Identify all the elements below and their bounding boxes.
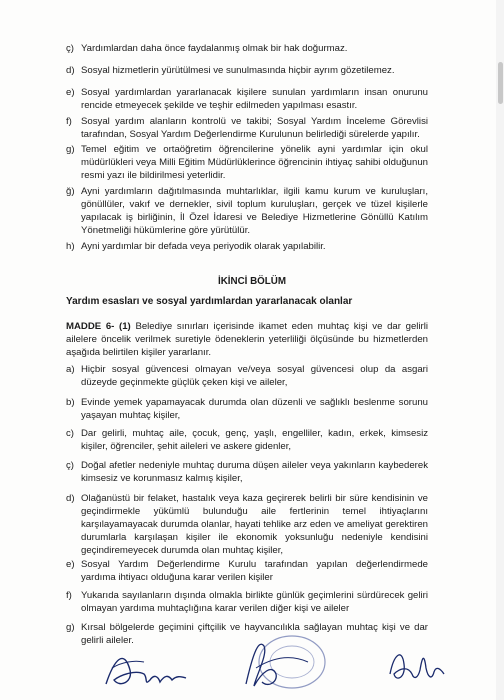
list-item	[66, 42, 428, 55]
list-marker: ğ)	[66, 186, 75, 197]
list-marker: h)	[66, 241, 75, 252]
list-text: Dar gelirli, muhtaç aile, çocuk, genç, yaşlı, engelliler, kadın, erkek, kimsesiz kişiler, öğrenciler, şehit aileleri ve askere gidenler,	[81, 428, 428, 452]
list-item	[66, 185, 428, 237]
list-marker: a)	[66, 364, 75, 375]
list-item	[66, 363, 428, 389]
list-text: Sosyal hizmetlerin yürütülmesi ve sunulmasında hiçbir ayrım gözetilemez.	[81, 65, 395, 76]
list-text: Yardımlardan daha önce faydalanmış olmak bir hak doğurmaz.	[81, 43, 348, 54]
section-subtitle: Yardım esasları ve sosyal yardımlardan yararlanacak olanlar	[66, 296, 353, 307]
list-item	[66, 459, 428, 485]
list-text: Sosyal yardım alanların kontrolü ve takibi; Sosyal Yardım İnceleme Görevlisi tarafından, Sosyal Yardım Değerlendirme Kurulunun belirlediği sürelerde yapılır.	[81, 116, 428, 140]
list-item	[66, 396, 428, 422]
list-marker: b)	[66, 397, 75, 408]
list-item	[66, 558, 428, 584]
list-marker: e)	[66, 87, 75, 98]
signature-left	[100, 640, 190, 696]
list-item	[66, 64, 428, 77]
list-marker: d)	[66, 493, 75, 504]
list-marker: ç)	[66, 43, 74, 54]
list-marker: f)	[66, 116, 72, 127]
list-item	[66, 427, 428, 453]
list-item	[66, 143, 428, 182]
article-paragraph	[66, 320, 428, 359]
list-marker: e)	[66, 559, 75, 570]
list-marker: ç)	[66, 460, 74, 471]
article-text: Belediye sınırları içerisinde ikamet eden muhtaç kişi ve dar gelirli ailelere öncelik verilmek suretiyle ödeneklerin yeterliliği ölçüsünde bu hizmetlerden aşağıda belirtilen kişiler yararlanır.	[66, 321, 429, 358]
list-text: Hiçbir sosyal güvencesi olmayan ve/veya sosyal güvencesi olup da asgari düzeyde geçinmekte güçlük çeken kişi ve aileler,	[81, 364, 428, 388]
list-item	[66, 86, 428, 112]
list-item	[66, 240, 428, 253]
list-item	[66, 589, 428, 615]
list-text: Evinde yemek yapamayacak durumda olan düzenli ve sağlıklı beslenme sorunu yaşayan muhtaç kişiler,	[81, 397, 428, 421]
list-marker: g)	[66, 622, 75, 633]
list-text: Doğal afetler nedeniyle muhtaç duruma düşen aileler veya yakınların kaybederek kimsesiz ve korunmasız kalmış kişiler,	[81, 460, 428, 484]
list-item	[66, 115, 428, 141]
list-marker: d)	[66, 65, 75, 76]
list-marker: c)	[66, 428, 74, 439]
list-text: Kırsal bölgelerde geçimini çiftçilik ve hayvancılıkla sağlayan muhtaç kişi ve dar gelirli aileler.	[81, 622, 428, 646]
list-text: Temel eğitim ve ortaöğretim öğrencilerine yönelik ayni yardımlar için okul müdürlükleri veya Milli Eğitim Müdürlüklerince öğrencinin ihtiyaç sahibi olduğunun resmi yazı ile bildirilmesi yeterlidir.	[81, 144, 428, 181]
list-marker: f)	[66, 590, 72, 601]
list-item	[66, 492, 428, 557]
signature-right	[384, 638, 448, 690]
list-text: Ayni yardımlar bir defada veya periyodik olarak yapılabilir.	[81, 241, 326, 252]
vertical-scrollbar[interactable]	[496, 0, 504, 700]
list-marker: g)	[66, 144, 75, 155]
list-text: Sosyal Yardım Değerlendirme Kurulu tarafından yapılan değerlendirmede yardıma ihtiyacı olduğuna karar verilen kişiler	[81, 559, 428, 583]
scrollbar-thumb[interactable]	[498, 62, 503, 104]
official-seal-stamp	[232, 628, 336, 698]
section-title: İKİNCİ BÖLÜM	[217, 276, 287, 287]
article-label: MADDE 6- (1)	[66, 321, 131, 332]
list-text: Yukarıda sayılanların dışında olmakla birlikte günlük geçimlerini sürdürecek geliri olmayan yardıma muhtaçlığına karar verilen diğer kişi ve aileler	[81, 590, 428, 614]
list-text: Olağanüstü bir felaket, hastalık veya kaza geçirerek belirli bir süre kendisinin ve geçindirmekle yükümlü bulunduğu aile fertlerinin temel ihtiyaçlarını karşılayamayacak durumda olanlar, hayati tehlike arz eden ve ameliyat gerektiren durumlarla karşılaşan kişiler ile ekonomik yoksunluğu nedeniyle kendisini geçindiremeyecek durumda olan muhtaç kişiler,	[81, 493, 428, 556]
list-text: Sosyal yardımlardan yararlanacak kişilere sunulan yardımların insan onurunu rencide etmeyecek şekilde ve teşhir edilmeden yapılması esastır.	[81, 87, 428, 111]
list-text: Ayni yardımların dağıtılmasında muhtarlıklar, ilgili kamu kurum ve kuruluşları, gönüllüler, vakıf ve dernekler, sivil toplum kuruluşları, gerçek ve tüzel kişilerle yapılacak iş birliğinin, İl Özel İdaresi ve Belediye Hizmetlerine Gönüllü Katılım Yönetmeliği hükümlerine göre yürütülür.	[81, 186, 428, 236]
